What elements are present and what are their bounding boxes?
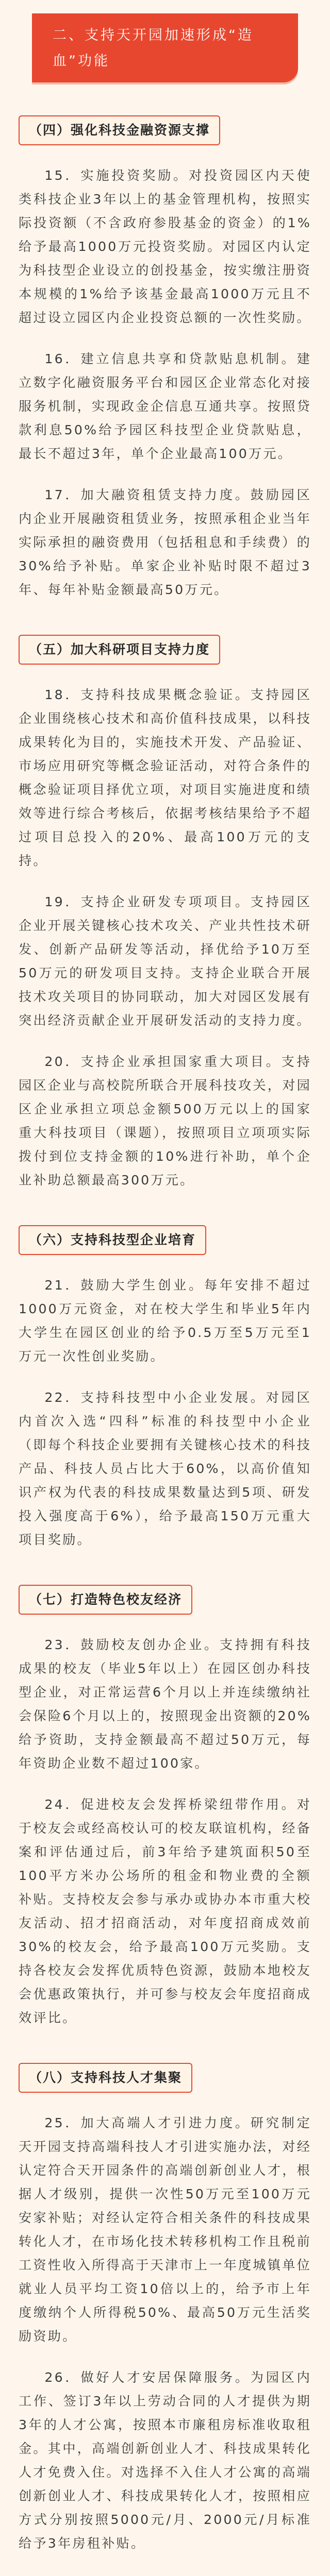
subsection-heading: （五）加大科研项目支持力度 bbox=[19, 635, 220, 665]
policy-paragraph: 20．支持企业承担国家重大项目。支持园区企业与高校院所联合开展科技攻关，对园区企业承担立项总金额500万元以上的国家重大科技项目（课题），按照项目立项项实际拨付到位支持金额的10%进行补助，单个企业补助总额最高300万元。 bbox=[19, 1054, 311, 1188]
policy-paragraph: 25．加大高端人才引进力度。研究制定天开园支持高端科技人才引进实施办法，对经认定符合天开园条件的高端创新创业人才，根据人才级别，提供一次性50万元至100万元安家补贴；对经认定符合相关条件的科技成果转化人才，在市场化技术转移机构工作且税前工资性收入所得高于天津市上一年度城镇单位就业人员平均工资10倍以上的，给予市上年度缴纳个人所得税50%、最高50万元生活奖励资助。 bbox=[19, 2115, 311, 2344]
subsection-heading: （八）支持科技人才集聚 bbox=[19, 2063, 192, 2093]
policy-paragraph: 23．鼓励校友创办企业。支持拥有科技成果的校友（毕业5年以上）在园区创办科技型企业，对正常运营6个月以上并连续缴纳社会保险6个月以上的，按照现金出资额的20%给予资助，支持金额最高不超过50万元，每年资助企业数不超过100家。 bbox=[19, 1637, 311, 1771]
policy-paragraph: 15．实施投资奖励。对投资园区内天使类科技企业3年以上的基金管理机构，按照实际投资额（不含政府参股基金的资金）的1%给予最高1000万元投资奖励。对园区内认定为科技型企业设立的创投基金，按实缴注册资本规模的1%给予该基金最高1000万元且不超过设立园区内企业投资总额的一次性奖励。 bbox=[19, 168, 311, 325]
subsection-heading: （四）强化科技金融资源支撑 bbox=[19, 115, 220, 145]
top-edge bbox=[0, 0, 330, 9]
subsection-heading: （六）支持科技型企业培育 bbox=[19, 1225, 206, 1255]
policy-paragraph: 24．促进校友会发挥桥梁纽带作用。对于校友会或经高校认可的校友联谊机构，经备案和评估通过后，前3年给予建筑面积50至100平方米办公场所的租金和物业费的全额补贴。支持校友会参与承办或协办本市重大校友活动、招才招商活动，对年度招商成效前30%的校友会，给予最高100万元奖励。支持各校友会发挥优质特色资源，鼓励本地校友会优惠政策执行，并可参与校友会年度招商成效评比。 bbox=[19, 1797, 311, 2025]
policy-paragraph: 21．鼓励大学生创业。每年安排不超过1000万元资金，对在校大学生和毕业5年内大学生在园区创业的给予0.5万至5万元至1万元一次性创业奖励。 bbox=[19, 1278, 311, 1364]
article-body bbox=[19, 82, 311, 2555]
policy-paragraph: 19．支持企业研发专项项目。支持园区企业开展关键核心技术攻关、产业共性技术研发、创新产品研发等活动，择优给予10万至50万元的研发项目支持。支持企业联合开展技术攻关项目的协同联动，加大对园区发展有突出经济贡献企业开展研发活动的支持力度。 bbox=[19, 894, 311, 1028]
policy-paragraph: 22．支持科技型中小企业发展。对园区内首次入选“四科”标准的科技型中小企业（即每个科技企业要拥有关键核心技术的科技产品、科技人员占比大于60%，以高价值知识产权为代表的科技成果数量达到5项、研发投入强度高于6%），给予最高150万元重大项目奖励。 bbox=[19, 1390, 311, 1547]
section-title-banner: 二、支持天开园加速形成“造血”功能 bbox=[32, 13, 298, 82]
policy-paragraph: 18．支持科技成果概念验证。支持园区企业围绕核心技术和高价值科技成果，以科技成果转化为目的，实施技术开发、产品验证、市场应用研究等概念验证活动，对符合条件的概念验证项目择优立项，对项目实施进度和绩效等进行综合考核后，依据考核结果给予不超过项目总投入的20%、最高100万元的支持。 bbox=[19, 687, 311, 868]
subsection-heading: （七）打造特色校友经济 bbox=[19, 1585, 192, 1615]
policy-paragraph: 16．建立信息共享和贷款贴息机制。建立数字化融资服务平台和园区企业常态化对接服务机制，实现政金企信息互通共享。按照贷款利息50%给予园区科技型企业贷款贴息，最长不超过3年，单个企业最高100万元。 bbox=[19, 351, 311, 461]
policy-paragraph: 26．做好人才安居保障服务。为园区内工作、签订3年以上劳动合同的人才提供为期3年的人才公寓，按照本市廉租房标准收取租金。其中，高端创新创业人才、科技成果转化人才免费入住。对选择不入住人才公寓的高端创新创业人才、科技成果转化人才，按照相应方式分别按照5000元/月、2000元/月标准给予3年房租补贴。 bbox=[19, 2370, 311, 2551]
policy-paragraph: 17．加大融资租赁支持力度。鼓励园区内企业开展融资租赁业务，按照承租企业当年实际承担的融资费用（包括租息和手续费）的30%给予补贴。单家企业补贴时限不超过3年、每年补贴金额最高50万元。 bbox=[19, 487, 311, 597]
